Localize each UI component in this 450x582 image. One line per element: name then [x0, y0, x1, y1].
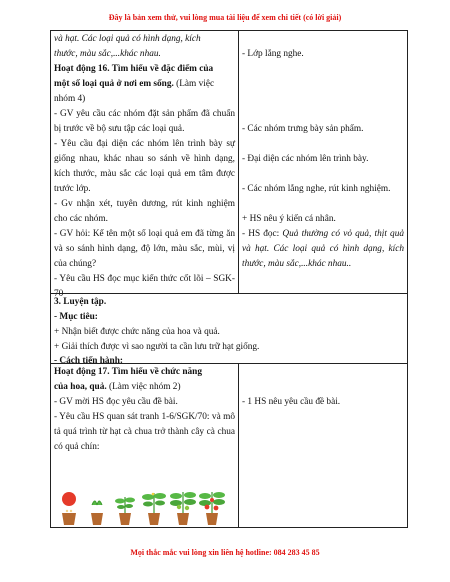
teacher-step-1: - GV yêu cầu các nhóm đặt sản phẩm đã chuẩn bị trước về bộ sưu tập các loại quả. — [54, 109, 235, 134]
table-row-activity-16 — [51, 31, 407, 299]
table-row-practice — [51, 294, 407, 366]
growth-stage-4: 4 — [142, 493, 166, 528]
tomato-growth-figure — [57, 491, 232, 535]
teacher-step-3: - Gv nhận xét, tuyên dương, rút kinh nghiệm cho các nhóm. — [54, 199, 235, 224]
goal-label: - Mục tiêu: — [54, 312, 98, 322]
table-row-activity-17 — [51, 364, 407, 535]
method-label: - Cách tiến hành: — [54, 356, 123, 366]
activity-16-group: nhóm 4) — [54, 94, 86, 104]
preview-notice: Đây là bản xem thử, vui lòng mua tài liệu để xem chi tiết (có lời giải) — [108, 13, 342, 22]
teacher-step-2: - Yêu cầu HS quan sát tranh 1-6/SGK/70: và mô tả quá trình từ hạt cà chua trở thành cây cà chua có quả chín: — [54, 412, 235, 452]
activity-16-title: Hoạt động 16. Tìm hiểu về đặc điểm của — [54, 64, 214, 74]
summary-line-2: thước, màu sắc,...khác nhau. — [54, 49, 161, 59]
growth-stage-6: 6 — [199, 492, 225, 528]
teacher-step-1: - GV mời HS đọc yêu cầu đề bài. — [54, 397, 178, 407]
student-column — [239, 31, 407, 293]
growth-stage-3: 3 — [115, 497, 135, 528]
student-step-1: - Lớp lắng nghe. — [242, 49, 304, 59]
activity-16-title-cont: một số loại quả ở nơi em sống. (Làm việc — [54, 79, 215, 89]
student-step-6: - HS đọc: Quả thường có vỏ quả, thịt quả và hạt. Các loại quả có hình dạng, kích thước, màu sắc,...khác nhau.. — [242, 229, 404, 269]
teacher-column — [51, 31, 239, 299]
student-column — [239, 364, 407, 528]
teacher-column — [51, 364, 239, 535]
growth-stage-1: 1 — [62, 492, 76, 528]
goal-item-2: + Giải thích được vì sao người ta cần lưu trữ hạt giống. — [54, 342, 260, 352]
student-step-5: + HS nêu ý kiến cá nhân. — [242, 214, 336, 224]
student-step-3: - Đại diện các nhóm lên trình bày. — [242, 154, 369, 164]
section-title: 3. Luyện tập. — [54, 297, 107, 307]
teacher-step-2: - Yêu cầu đại diện các nhóm lên trình bày sự giống nhau, khác nhau so sánh về hình dạng, kích thước, màu sắc các loại quả em tâm được trước lớp. — [54, 139, 235, 194]
lesson-table — [50, 30, 408, 535]
student-step-2: - Các nhóm trưng bày sản phẩm. — [242, 124, 364, 134]
goal-item-1: + Nhận biết được chức năng của hoa và quả. — [54, 327, 220, 337]
hotline-notice: Mọi thắc mắc vui lòng xin liên hệ hotline: 084 283 45 85 — [130, 548, 320, 557]
student-step-1: - 1 HS nêu yêu cầu đề bài. — [242, 397, 341, 407]
activity-17-title: Hoạt động 17. Tìm hiểu về chức năng — [54, 367, 202, 377]
activity-17-title-cont: của hoa, quả. (Làm việc nhóm 2) — [54, 382, 181, 392]
growth-stage-2: 2 — [91, 501, 103, 528]
teacher-step-5: - Yêu cầu HS đọc mục kiến thức cốt lõi – SGK-70 — [54, 274, 235, 299]
student-step-4: - Các nhóm lắng nghe, rút kinh nghiệm. — [242, 184, 391, 194]
growth-stage-5: 5 — [170, 492, 196, 528]
teacher-step-4: - GV hỏi: Kể tên một số loại quả em đã từng ăn và so sánh hình dạng, độ lớn, màu sắc, mùi, vị của chúng? — [54, 229, 235, 269]
summary-line-1: và hạt. Các loại quả có hình dạng, kích — [54, 34, 201, 44]
